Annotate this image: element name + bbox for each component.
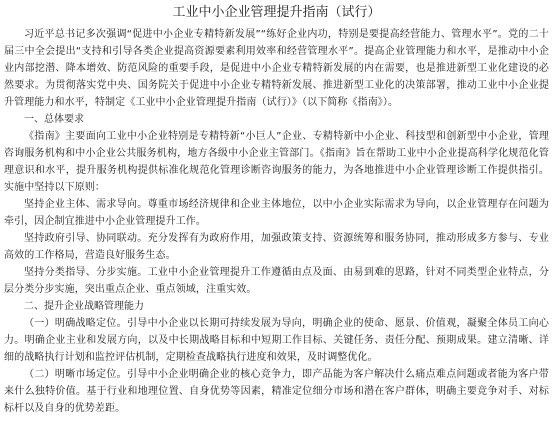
document-title: 工业中小企业管理提升指南（试行） (172, 5, 381, 20)
principle-paragraph-enterprise-subject: 坚持企业主体、需求导向。尊重市场经济规律和企业主体地位，以中小企业实际需求为导向，以企业管理存在问题为牵引，因企制宜推进中小企业管理提升工作。 (4, 199, 549, 227)
section-heading-general-requirements: 一、总体要求 (24, 114, 84, 125)
intro-paragraph: 习近平总书记多次强调“促进中小企业专精特新发展”“练好企业内功，特别是要提高经营能力、管理水平”。党的二十届三中全会提出“支持和引导各类企业提高资源要素利用效率和经营管理水平”。提高企业管理能力和水平，是推动中小企业内部挖潜、降本增效、防范风险的重要手段，是促进中小企业专精特新发展的内在需要，也是推进新型工业化建设的必然要求。为贯彻落实党中央、国务院关于促进中小企业专精特新发展、推进新型工业化的决策部署，推动工业中小企业提升管理能力和水平，特制定《工业中小企业管理提升指南（试行）》（以下简称《指南》）。 (4, 29, 549, 108)
strategy-positioning-paragraph: （一）明确战略定位。引导中小企业以长期可持续发展为导向，明确企业的使命、愿景、价值观，凝聚全体员工向心力。明确企业主业和发展方向，以及中长期战略目标和中短期工作目标、关键任务、责任分配、预期成果。建立清晰、详细的战略执行计划和监控评估机制，定期检查战略执行进度和效果，及时调整优化。 (4, 318, 549, 363)
principle-paragraph-government-guidance: 坚持政府引导、协同联动。充分发挥有为政府作用，加强政策支持、资源统筹和服务协同，推动形成多方参与、专业高效的工作格局，营造良好服务生态。 (4, 233, 549, 261)
principle-paragraph-classified-guidance: 坚持分类指导、分步实施。工业中小企业管理提升工作遵循由点及面、由易到难的思路，针对不同类型企业特点，分层分类分步实施，突出重点企业、重点领域，注重实效。 (4, 267, 549, 295)
market-positioning-paragraph: （二）明晰市场定位。引导中小企业明确企业的核心竞争力，即产品能为客户解决什么痛点难点问题或者能为客户带来什么独特价值。基于行业和地理位置、自身优势等因素，精准定位细分市场和潜在客户群体，明确主要竞争对手、对标标杆以及自身的优势差距。 (4, 369, 549, 414)
section-heading-strategy-management: 二、提升企业战略管理能力 (24, 301, 144, 312)
scope-paragraph: 《指南》主要面向工业中小企业特别是专精特新“小巨人”企业、专精特新中小企业、科技型和创新型中小企业，管理咨询服务机构和中小企业公共服务机构，地方各级中小企业主管部门。《指南》旨在帮助工业中小企业提高科学化规范化管理意识和水平，提升服务机构提供标准化规范化管理诊断咨询服务的能力，为各地推进中小企业管理诊断工作提供指引。实施中坚持以下原则： (4, 131, 549, 193)
